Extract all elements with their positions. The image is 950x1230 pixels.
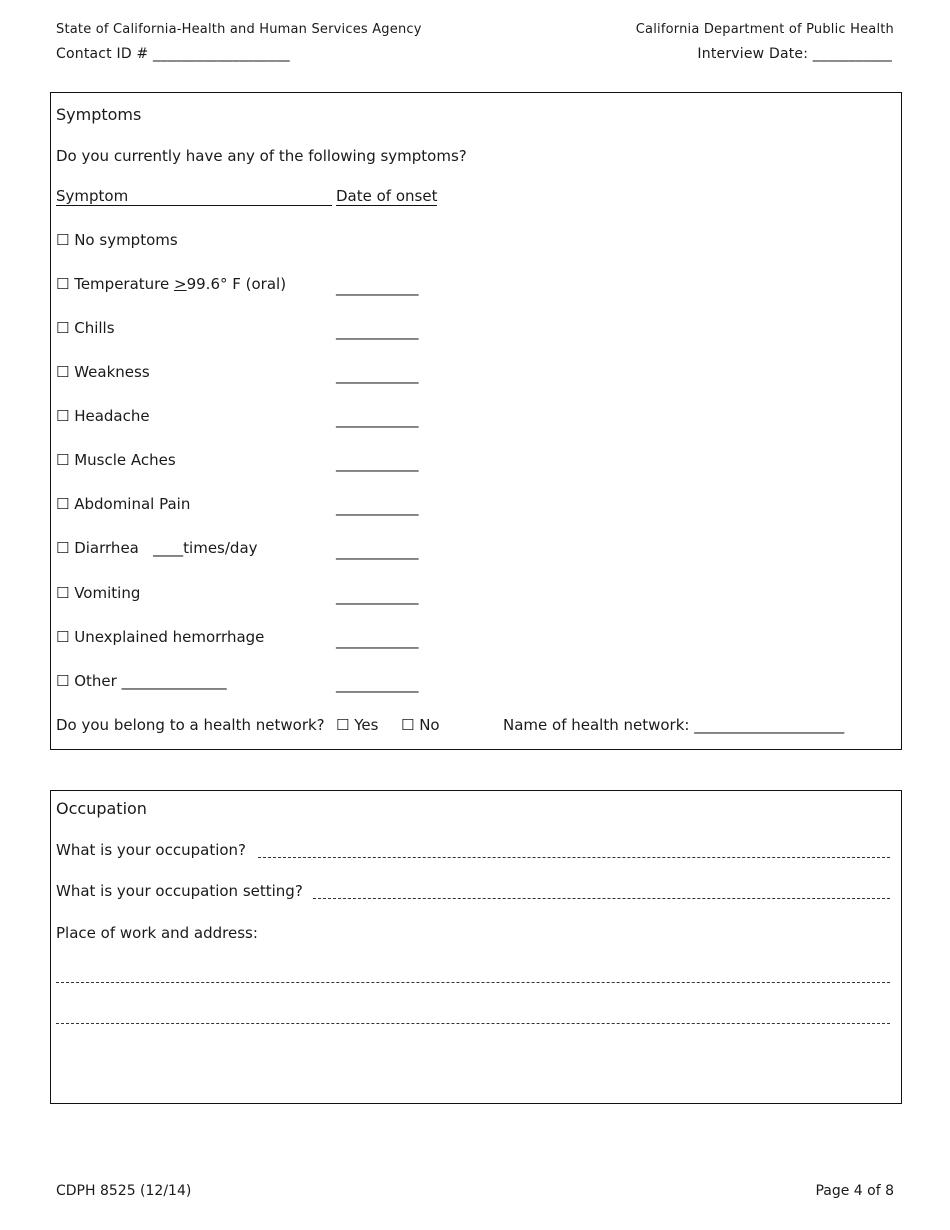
place-of-work-line-2[interactable] [56, 1023, 890, 1024]
occupation-setting-input-line[interactable] [313, 898, 890, 899]
symptom-muscle-aches[interactable]: ☐ Muscle Aches [56, 451, 176, 469]
onset-date-weakness[interactable]: ___________ [336, 366, 419, 384]
interview-date-field[interactable]: Interview Date: ___________ [697, 46, 892, 62]
symptoms-question: Do you currently have any of the following symptoms? [56, 147, 467, 165]
page-number: Page 4 of 8 [815, 1183, 894, 1199]
onset-date-other[interactable]: ___________ [336, 675, 419, 693]
symptoms-title: Symptoms [56, 105, 142, 124]
onset-date-diarrhea[interactable]: ___________ [336, 542, 419, 560]
form-id: CDPH 8525 (12/14) [56, 1183, 192, 1199]
health-network-yes-checkbox[interactable]: ☐ Yes [336, 716, 379, 734]
agency-name: State of California-Health and Human Services Agency [56, 22, 422, 37]
onset-date-hemorrhage[interactable]: ___________ [336, 631, 419, 649]
symptom-temperature-label: ☐ Temperature [56, 275, 175, 293]
symptom-headache[interactable]: ☐ Headache [56, 407, 150, 425]
symptom-no-symptoms[interactable]: ☐ No symptoms [56, 231, 178, 249]
department-name: California Department of Public Health [635, 22, 894, 37]
onset-date-headache[interactable]: ___________ [336, 410, 419, 428]
date-of-onset-column-header: Date of onset [336, 187, 438, 205]
contact-id-field[interactable]: Contact ID # ___________________ [56, 46, 290, 62]
occupation-question: What is your occupation? [56, 841, 247, 859]
occupation-section [50, 790, 902, 1104]
health-network-question: Do you belong to a health network? [56, 716, 325, 734]
occupation-setting-question: What is your occupation setting? [56, 882, 303, 900]
health-network-no-checkbox[interactable]: ☐ No [401, 716, 440, 734]
symptom-abdominal-pain[interactable]: ☐ Abdominal Pain [56, 495, 191, 513]
symptom-temperature-rest: 99.6° F (oral) [186, 275, 287, 293]
health-network-name-field[interactable]: Name of health network: ____________________ [503, 716, 845, 734]
symptom-chills[interactable]: ☐ Chills [56, 319, 115, 337]
symptom-other[interactable]: ☐ Other ______________ [56, 672, 227, 690]
place-of-work-line-1[interactable] [56, 982, 890, 983]
symptom-column-header: Symptom [56, 188, 332, 206]
symptom-unexplained-hemorrhage[interactable]: ☐ Unexplained hemorrhage [56, 628, 265, 646]
greater-equal-symbol: > [174, 275, 187, 293]
symptom-weakness[interactable]: ☐ Weakness [56, 363, 150, 381]
symptom-temperature[interactable] [56, 275, 286, 293]
symptom-vomiting[interactable]: ☐ Vomiting [56, 584, 141, 602]
symptom-diarrhea[interactable]: ☐ Diarrhea ____times/day [56, 539, 258, 557]
onset-date-abdominal-pain[interactable]: ___________ [336, 498, 419, 516]
onset-date-vomiting[interactable]: ___________ [336, 587, 419, 605]
place-of-work-question: Place of work and address: [56, 924, 258, 942]
onset-date-muscle-aches[interactable]: ___________ [336, 454, 419, 472]
onset-date-temperature[interactable]: ___________ [336, 278, 419, 296]
onset-date-chills[interactable]: ___________ [336, 322, 419, 340]
occupation-title: Occupation [56, 799, 147, 818]
occupation-input-line[interactable] [258, 857, 890, 858]
